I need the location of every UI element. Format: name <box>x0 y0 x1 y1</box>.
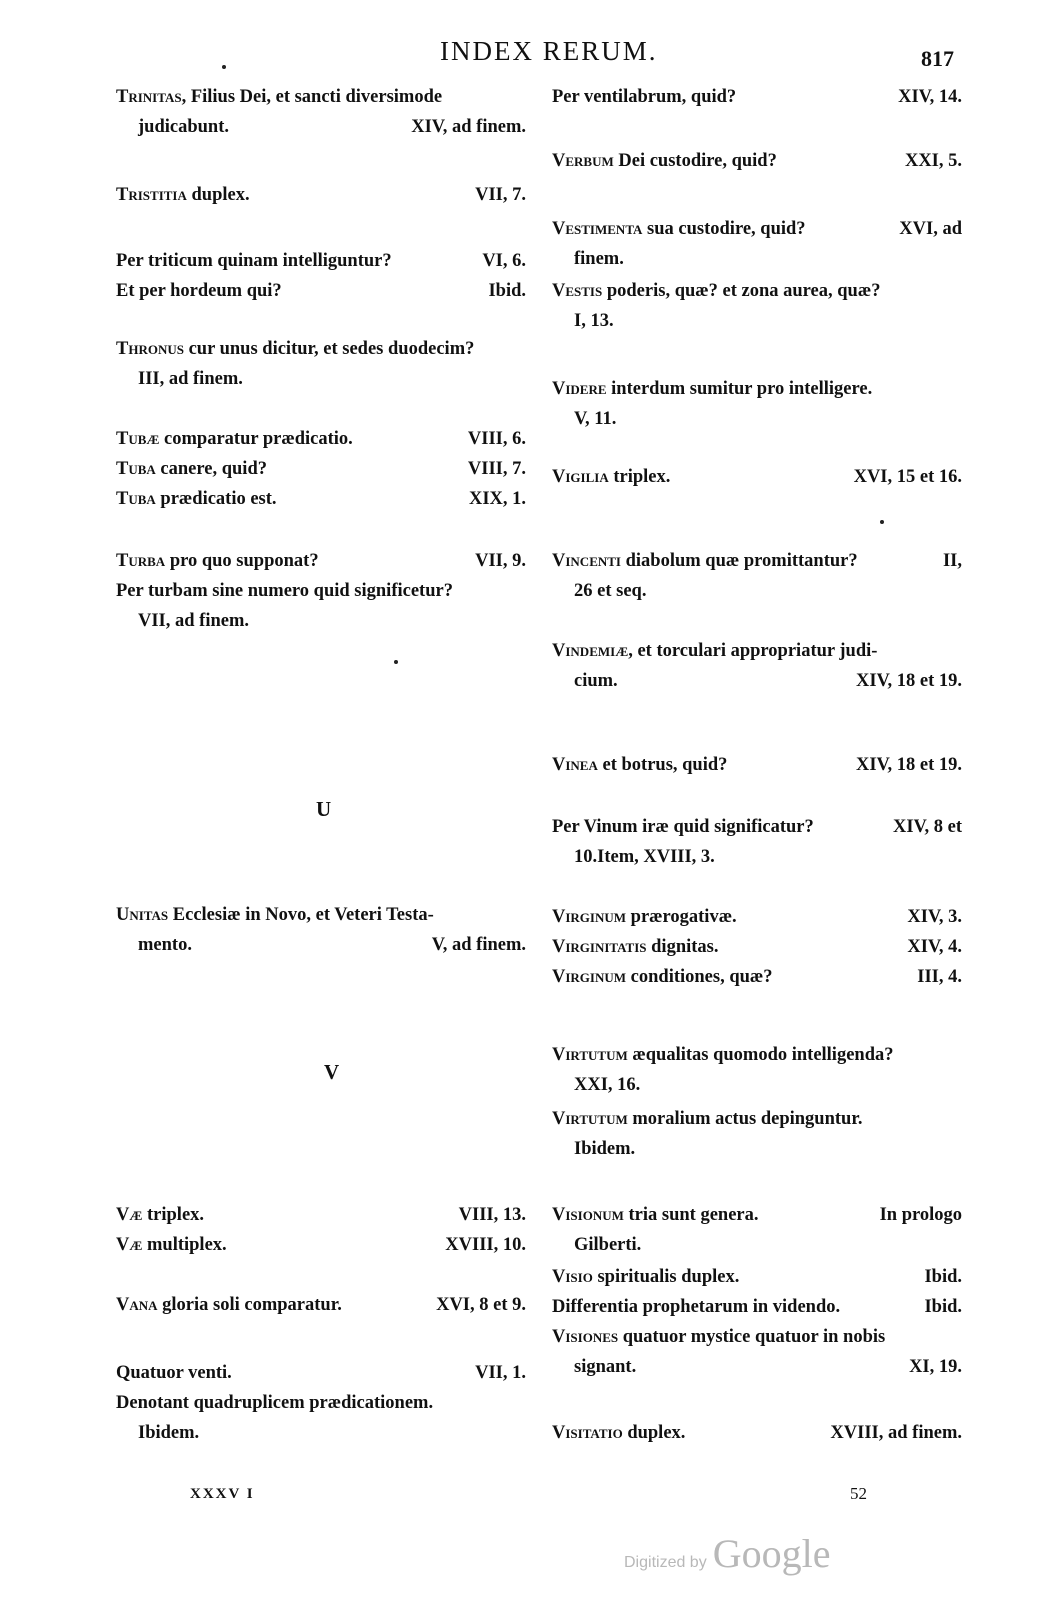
index-entry <box>552 962 962 992</box>
index-entry <box>552 1200 962 1260</box>
entry-description: Ibidem. <box>574 1139 636 1159</box>
entry-headword: Trinitas <box>116 87 182 107</box>
entry-description: III, ad finem. <box>138 369 243 389</box>
entry-text <box>552 1292 840 1322</box>
entry-description: mento. <box>138 935 192 955</box>
entry-reference: XVI, 8 et 9. <box>436 1295 526 1315</box>
entry-text <box>116 424 353 454</box>
entry-description: , Filius Dei, et sancti diversimode <box>181 87 443 107</box>
page-number: 817 <box>921 46 954 71</box>
index-entry-line <box>116 112 526 142</box>
sheet-number: 52 <box>850 1484 867 1503</box>
index-entry-line <box>552 1352 962 1382</box>
index-entry <box>552 1262 962 1292</box>
entry-description: duplex. <box>186 185 250 205</box>
entry-description: Ibidem. <box>138 1423 200 1443</box>
entry-reference: XXI, 5. <box>904 151 962 171</box>
index-entry-line <box>116 1290 526 1320</box>
entry-description: tria sunt genera. <box>623 1205 759 1225</box>
entry-description: prædicatio est. <box>155 489 277 509</box>
index-entry <box>116 1290 526 1320</box>
entry-headword: Tubæ <box>116 429 160 449</box>
entry-reference: XVIII, 10. <box>445 1235 526 1255</box>
entry-text <box>116 180 250 210</box>
entry-headword: Vana <box>116 1295 158 1315</box>
entry-text <box>138 1418 199 1448</box>
index-entry <box>116 576 526 636</box>
watermark-logo: Google <box>712 1531 831 1576</box>
entry-text <box>552 462 670 492</box>
entry-text <box>116 82 442 112</box>
entry-description: cur unus dicitur, et sedes duodecim? <box>183 339 475 359</box>
entry-description: Per ventilabrum, quid? <box>552 87 737 107</box>
entry-headword: Virtutum <box>552 1045 628 1065</box>
entry-text <box>574 842 715 872</box>
index-entry-line <box>116 1388 526 1418</box>
entry-description: Differentia prophetarum in videndo. <box>552 1297 841 1317</box>
entry-headword: Visiones <box>552 1327 619 1347</box>
entry-description: æqualitas quomodo intelligenda? <box>627 1045 894 1065</box>
entry-description: multiplex. <box>142 1235 227 1255</box>
entry-text <box>574 306 614 336</box>
entry-text <box>552 1104 862 1134</box>
entry-text <box>552 962 773 992</box>
entry-headword: Visitatio <box>552 1423 623 1443</box>
entry-description: diabolum quæ promittantur? <box>621 551 858 571</box>
index-entry-line <box>552 1418 962 1448</box>
entry-description: Denotant quadruplicem prædicationem. <box>116 1393 434 1413</box>
entry-text <box>552 1200 759 1230</box>
entry-reference: VII, 7. <box>475 185 526 205</box>
entry-description: signant. <box>574 1357 637 1377</box>
index-entry-line <box>552 1134 962 1164</box>
index-entry-line <box>116 900 526 930</box>
entry-text <box>116 576 453 606</box>
index-entry <box>116 454 526 484</box>
entry-text <box>116 484 277 514</box>
index-entry-line <box>552 214 962 244</box>
letter-heading-u: U <box>316 797 332 821</box>
entry-text <box>552 812 814 842</box>
index-entry-line <box>116 484 526 514</box>
entry-reference: XVI, 15 et 16. <box>853 467 962 487</box>
index-entry-line <box>552 842 962 872</box>
index-entry-line <box>552 276 962 306</box>
entry-reference: VIII, 6. <box>467 429 526 449</box>
entry-description: 26 et seq. <box>574 581 647 601</box>
entry-description: et botrus, quid? <box>597 755 728 775</box>
ink-speck <box>880 520 884 524</box>
entry-text <box>116 454 267 484</box>
index-entry <box>116 1358 526 1388</box>
index-entry-line <box>116 546 526 576</box>
entry-description: judicabunt. <box>138 117 229 137</box>
index-entry-line <box>116 1230 526 1260</box>
entry-reference: XVIII, ad finem. <box>830 1423 962 1443</box>
entry-text <box>574 666 618 696</box>
entry-reference: XIV, 4. <box>907 937 962 957</box>
entry-text <box>574 1230 641 1260</box>
entry-description: triplex. <box>608 467 671 487</box>
entry-reference: XIV, 18 et 19. <box>855 755 962 775</box>
index-entry-line <box>552 404 962 434</box>
entry-headword: Videre <box>552 379 607 399</box>
entry-reference: XIV, 3. <box>907 907 962 927</box>
entry-text <box>116 1290 342 1320</box>
index-entry <box>116 1230 526 1260</box>
entry-description: poderis, quæ? et zona aurea, quæ? <box>602 281 881 301</box>
index-entry-line <box>552 636 962 666</box>
index-entry <box>552 1040 962 1100</box>
entry-text <box>138 364 243 394</box>
entry-text <box>552 1262 739 1292</box>
index-entry-line <box>116 1358 526 1388</box>
entry-description: conditiones, quæ? <box>626 967 773 987</box>
entry-description: Gilberti. <box>574 1235 642 1255</box>
index-entry-line <box>116 180 526 210</box>
index-entry-line <box>552 932 962 962</box>
letter-heading-v: V <box>324 1060 340 1084</box>
entry-text <box>552 750 727 780</box>
entry-reference: VIII, 7. <box>467 459 526 479</box>
index-entry-line <box>552 902 962 932</box>
index-entry <box>552 1104 962 1164</box>
entry-headword: Tuba <box>116 459 156 479</box>
entry-reference: II, <box>942 551 962 571</box>
index-entry-line <box>116 1200 526 1230</box>
index-entry <box>116 246 526 276</box>
entry-headword: Vestis <box>552 281 603 301</box>
entry-text <box>552 374 872 404</box>
index-entry <box>552 636 962 696</box>
entry-description: canere, quid? <box>155 459 267 479</box>
google-watermark <box>624 1530 830 1577</box>
index-entry <box>116 180 526 210</box>
entry-text <box>116 334 474 364</box>
entry-reference: XVI, ad <box>899 219 962 239</box>
entry-text <box>116 1230 227 1260</box>
index-entry-line <box>552 576 962 606</box>
index-entry <box>552 82 962 112</box>
index-entry <box>116 424 526 454</box>
index-entry-line <box>116 1418 526 1448</box>
entry-text <box>552 1322 885 1352</box>
entry-text <box>116 276 282 306</box>
entry-reference: VII, 9. <box>475 551 526 571</box>
entry-reference: V, ad finem. <box>431 935 526 955</box>
index-entry-line <box>552 1230 962 1260</box>
entry-description: spiritualis duplex. <box>592 1267 740 1287</box>
entry-text <box>574 1070 640 1100</box>
entry-reference: XIV, 18 et 19. <box>855 671 962 691</box>
entry-description: gloria soli comparatur. <box>157 1295 342 1315</box>
index-entry-line <box>116 606 526 636</box>
index-entry-line <box>552 1070 962 1100</box>
index-entry <box>116 1388 526 1448</box>
entry-headword: Vestimenta <box>552 219 643 239</box>
index-entry <box>552 374 962 434</box>
watermark-prefix: Digitized by <box>624 1554 707 1571</box>
index-entry <box>116 334 526 394</box>
entry-text <box>574 244 624 274</box>
index-entry-line <box>552 1262 962 1292</box>
entry-headword: Virginum <box>552 907 627 927</box>
index-entry-line <box>552 546 962 576</box>
entry-description: XXI, 16. <box>574 1075 641 1095</box>
entry-description: Quatuor venti. <box>116 1363 232 1383</box>
entry-description: sua custodire, quid? <box>642 219 806 239</box>
entry-text <box>116 246 392 276</box>
entry-reference: Ibid. <box>924 1297 962 1317</box>
entry-description: I, 13. <box>574 311 614 331</box>
entry-description: V, 11. <box>574 409 617 429</box>
index-entry <box>552 932 962 962</box>
index-entry-line <box>116 276 526 306</box>
index-entry-line <box>116 576 526 606</box>
entry-description: quatuor mystice quatuor in nobis <box>618 1327 886 1347</box>
index-entry <box>552 1418 962 1448</box>
ink-speck <box>394 660 398 664</box>
entry-headword: Thronus <box>116 339 184 359</box>
entry-description: moralium actus depinguntur. <box>627 1109 863 1129</box>
entry-description: pro quo supponat? <box>165 551 319 571</box>
index-entry-line <box>552 1200 962 1230</box>
index-entry <box>552 1322 962 1382</box>
index-entry-line <box>116 424 526 454</box>
entry-reference: Ibid. <box>488 281 526 301</box>
entry-description: triplex. <box>142 1205 205 1225</box>
index-entry-line <box>552 306 962 336</box>
entry-text <box>116 900 434 930</box>
entry-reference: XI, 19. <box>909 1357 962 1377</box>
entry-description: Ecclesiæ in Novo, et Veteri Testa- <box>168 905 434 925</box>
entry-headword: Virginum <box>552 967 627 987</box>
entry-reference: III, 4. <box>917 967 962 987</box>
entry-headword: Tristitia <box>116 185 187 205</box>
entry-headword: Verbum <box>552 151 614 171</box>
entry-description: cium. <box>574 671 618 691</box>
index-entry-line <box>552 962 962 992</box>
entry-text <box>552 546 858 576</box>
entry-headword: Virtutum <box>552 1109 628 1129</box>
index-entry <box>116 1200 526 1230</box>
entry-description: Per Vinum iræ quid significatur? <box>552 817 814 837</box>
index-entry-line <box>552 146 962 176</box>
entry-headword: Vinea <box>552 755 598 775</box>
index-entry-line <box>552 374 962 404</box>
index-entry <box>116 82 526 142</box>
entry-description: finem. <box>574 249 624 269</box>
entry-description: duplex. <box>622 1423 686 1443</box>
entry-text <box>138 112 229 142</box>
sheet-signature: XXXV I <box>190 1486 255 1502</box>
entry-description: Et per hordeum qui? <box>116 281 282 301</box>
entry-headword: Virginitatis <box>552 937 647 957</box>
entry-reference: VII, 1. <box>475 1363 526 1383</box>
entry-text <box>552 214 806 244</box>
index-entry <box>552 214 962 274</box>
entry-description: prærogativæ. <box>626 907 737 927</box>
index-entry <box>552 546 962 606</box>
index-entry-line <box>552 82 962 112</box>
index-entry <box>116 900 526 960</box>
index-entry-line <box>116 82 526 112</box>
entry-headword: Væ <box>116 1205 143 1225</box>
index-entry-line <box>116 930 526 960</box>
entry-headword: Visio <box>552 1267 593 1287</box>
index-entry <box>116 276 526 306</box>
entry-reference: VI, 6. <box>482 251 526 271</box>
index-entry-line <box>116 334 526 364</box>
entry-text <box>116 1388 433 1418</box>
entry-reference: XIV, 14. <box>898 87 962 107</box>
index-entry-line <box>552 1322 962 1352</box>
entry-headword: Vindemiæ <box>552 641 629 661</box>
entry-description: dignitas. <box>646 937 719 957</box>
entry-text <box>116 1358 232 1388</box>
entry-text <box>552 932 718 962</box>
index-entry <box>552 276 962 336</box>
entry-description: 10.Item, XVIII, 3. <box>574 847 715 867</box>
index-entry-line <box>552 1104 962 1134</box>
index-entry-line <box>552 1292 962 1322</box>
index-entry <box>116 546 526 576</box>
index-entry-line <box>552 750 962 780</box>
entry-text <box>574 1352 636 1382</box>
entry-reference: In prologo <box>879 1205 962 1225</box>
entry-description: VII, ad finem. <box>138 611 250 631</box>
running-title: INDEX RERUM. <box>440 36 658 66</box>
entry-text <box>552 82 736 112</box>
entry-reference: XIV, 8 et <box>892 817 962 837</box>
entry-headword: Vincenti <box>552 551 621 571</box>
entry-description: , et torculari appropriatur judi- <box>628 641 878 661</box>
entry-reference: XIV, ad finem. <box>411 117 526 137</box>
entry-reference: XIX, 1. <box>468 489 526 509</box>
index-entry <box>552 750 962 780</box>
index-entry-line <box>116 364 526 394</box>
entry-reference: Ibid. <box>924 1267 962 1287</box>
entry-text <box>116 546 319 576</box>
entry-text <box>552 146 777 176</box>
entry-text <box>574 404 616 434</box>
entry-text <box>552 276 880 306</box>
entry-text <box>552 1040 894 1070</box>
entry-text <box>574 1134 635 1164</box>
index-entry <box>552 902 962 932</box>
entry-text <box>552 1418 685 1448</box>
entry-headword: Visionum <box>552 1205 624 1225</box>
index-entry-line <box>552 812 962 842</box>
index-entry-line <box>116 246 526 276</box>
entry-text <box>552 902 737 932</box>
entry-headword: Unitas <box>116 905 169 925</box>
index-entry <box>116 484 526 514</box>
entry-headword: Turba <box>116 551 166 571</box>
ink-speck <box>222 65 226 69</box>
entry-headword: Væ <box>116 1235 143 1255</box>
entry-reference: VIII, 13. <box>458 1205 526 1225</box>
index-entry-line <box>552 1040 962 1070</box>
index-entry-line <box>552 244 962 274</box>
entry-headword: Tuba <box>116 489 156 509</box>
index-entry-line <box>552 462 962 492</box>
entry-description: comparatur prædicatio. <box>159 429 353 449</box>
index-entry <box>552 1292 962 1322</box>
entry-description: Dei custodire, quid? <box>613 151 777 171</box>
index-entry-line <box>116 454 526 484</box>
entry-description: Per triticum quinam intelliguntur? <box>116 251 392 271</box>
entry-text <box>552 636 877 666</box>
index-entry <box>552 812 962 872</box>
entry-text <box>138 930 192 960</box>
index-entry-line <box>552 666 962 696</box>
entry-description: interdum sumitur pro intelligere. <box>606 379 873 399</box>
entry-description: Per turbam sine numero quid significetur? <box>116 581 453 601</box>
entry-text <box>574 576 646 606</box>
entry-text <box>138 606 249 636</box>
index-entry <box>552 462 962 492</box>
entry-headword: Vigilia <box>552 467 609 487</box>
entry-text <box>116 1200 204 1230</box>
index-entry <box>552 146 962 176</box>
